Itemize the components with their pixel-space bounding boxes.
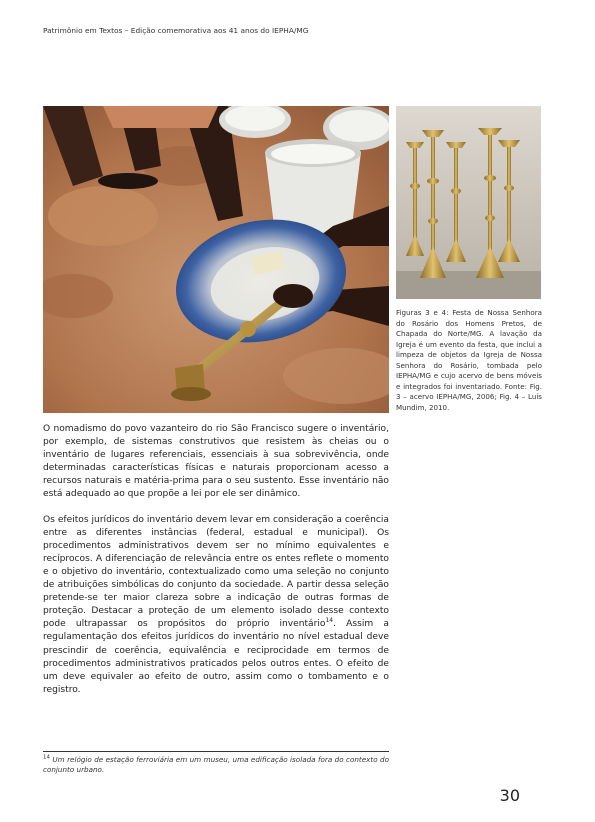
paragraph-2-text: Os efeitos jurídicos do inventário devem levar em consideração a coerência entre as diferentes instâncias (federal, estadual e municipal). Os procedimentos administrativos devem ser no mínimo equivalentes e recíprocos. A diferenciação de relevância entre os entes reflete o momento e o objetivo do inventário, contextualizado como uma seleção no conjunto de atribuições simbólicas do conjunto da sociedade. A partir dessa seleção pretende-se ter maior clareza sobre a indicação de outras formas de proteção. Destacar a proteção de um elemento isolado desse contexto pode ultrapassar os propósitos do próprio inventário (43, 514, 389, 630)
footnote-number: 14 (43, 754, 50, 761)
footnote-divider (43, 751, 389, 752)
photo-cleaning-illustration (43, 106, 389, 413)
figure-caption: Figuras 3 e 4: Festa de Nossa Senhora do Rosário dos Homens Pretos, de Chapada do Norte/MG. A lavação da Igreja é um evento da festa, que inclui a limpeza de objetos da Igreja de Nossa Senhora do Rosário, tombada pelo IEPHA/MG e cujo acervo de bens móveis e integrados foi inventariado. Fonte: Fig. 3 – acervo IEPHA/MG, 2006; Fig. 4 – Luís Mundim, 2010. (396, 308, 542, 412)
footnote (43, 755, 389, 776)
body-paragraph-2 (43, 514, 389, 697)
footnote-text: Um relógio de estação ferroviária em um museu, uma edificação isolada fora do contexto do conjunto urbano. (43, 755, 389, 775)
footnote-reference[interactable]: 14 (325, 617, 334, 625)
photo-candlesticks (396, 106, 541, 299)
photo-cleaning-objects (43, 106, 389, 413)
body-text (43, 423, 389, 697)
running-head: Patrimônio em Textos – Edição comemorativa aos 41 anos do IEPHA/MG (43, 26, 309, 35)
page-number: 30 (499, 786, 520, 805)
paragraph-2-continuation: . Assim a regulamentação dos efeitos jurídicos do inventário no nível estadual deve prescindir de coerência, equivalência e reciprocidade em termos de procedimentos administrativos praticados pelos outros entes. O efeito de um deve equivaler ao efeito de outro, assim como o tombamento e o registro. (43, 619, 389, 695)
body-paragraph-1: O nomadismo do povo vazanteiro do rio São Francisco sugere o inventário, por exemplo, de sistemas construtivos que resistem às cheias ou o inventário de lugares referenciais, essenciais à sua sobrevivência, onde determinadas características físicas e naturais proporcionam acesso a recursos naturais e matéria-prima para o seu sustento. Esse inventário não está adequado ao que propõe a lei por ele ser dinâmico. (43, 424, 389, 500)
candlesticks-illustration (396, 106, 541, 299)
